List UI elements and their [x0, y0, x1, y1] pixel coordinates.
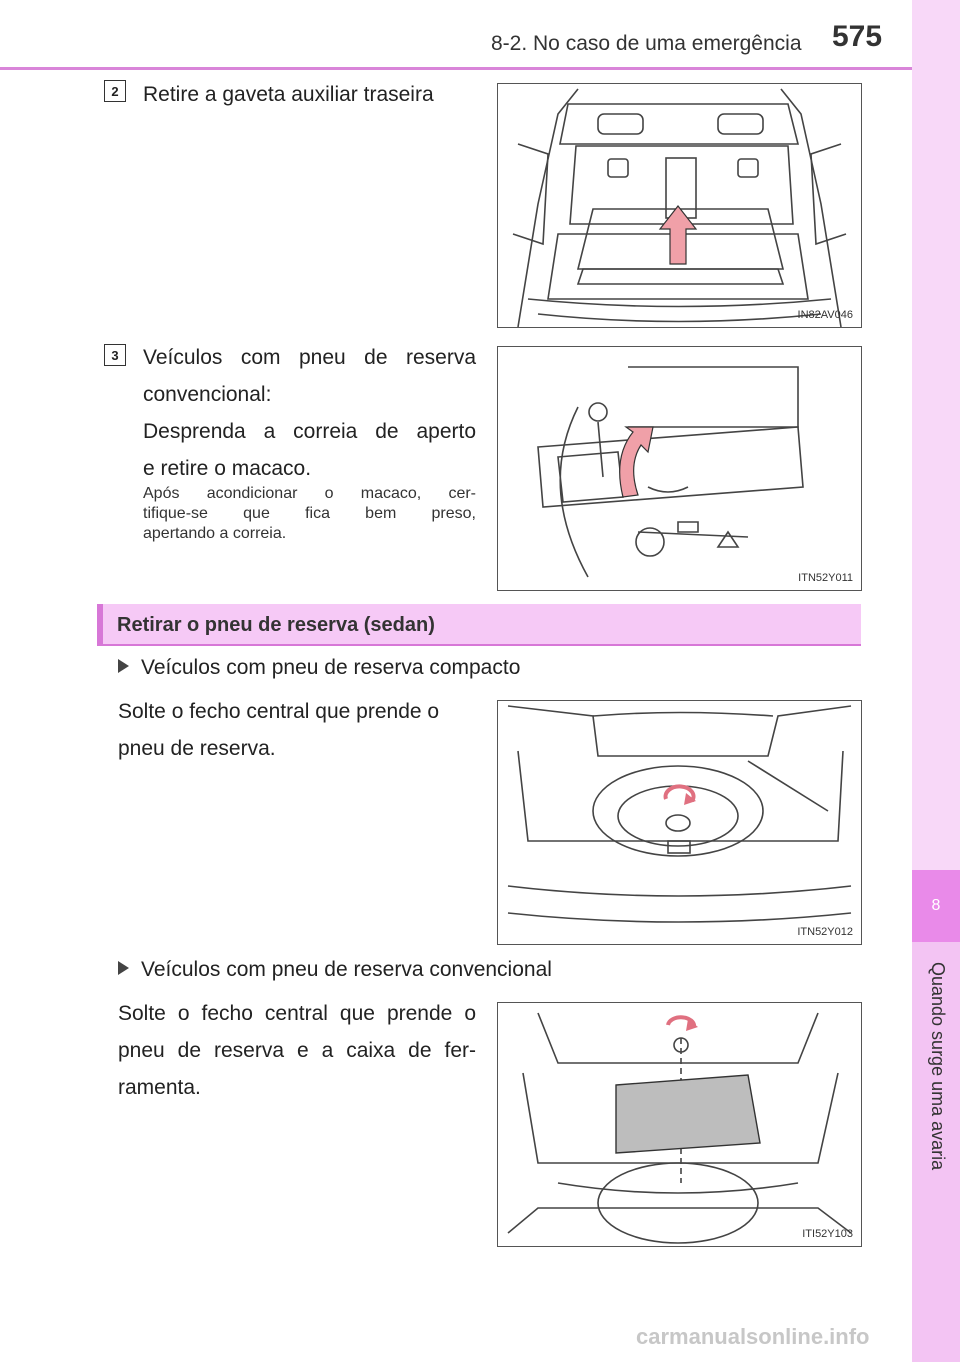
bullet-text: Veículos com pneu de reserva convencional	[141, 958, 552, 981]
conventional-line: Solte o fecho central que prende o	[118, 1002, 476, 1025]
figure-code: ITN52Y012	[797, 926, 853, 938]
compact-line: Solte o fecho central que prende o	[118, 700, 440, 723]
step-3-line: convencional:	[143, 383, 272, 406]
triangle-bullet-icon	[118, 961, 129, 975]
compact-line: pneu de reserva.	[118, 737, 276, 760]
figure-code: ITN52Y011	[798, 572, 853, 584]
section-banner	[97, 604, 861, 646]
conventional-line: ramenta.	[118, 1076, 201, 1099]
figure-compact-spare	[497, 700, 862, 945]
page-number: 575	[832, 20, 883, 53]
step-2-text: Retire a gaveta auxiliar traseira	[143, 83, 434, 106]
chapter-number-tab[interactable]	[912, 870, 960, 942]
note-line: tifique-se que fica bem preso,	[143, 505, 476, 522]
triangle-bullet-icon	[118, 659, 129, 673]
step-3-line: Desprenda a correia de aperto	[143, 420, 476, 443]
step-number-3: 3	[104, 344, 126, 366]
bullet-compact	[118, 656, 520, 680]
figure-code: IN82AV046	[797, 309, 853, 321]
watermark: carmanualsonline.info	[636, 1324, 870, 1349]
chapter-title: Quando surge uma avaria	[928, 962, 948, 1171]
step-3-line: Veículos com pneu de reserva	[143, 346, 476, 369]
step-number-2: 2	[104, 80, 126, 102]
step-3-note	[143, 484, 476, 544]
bullet-text: Veículos com pneu de reserva compacto	[141, 656, 521, 679]
chapter-number: 8	[931, 897, 941, 914]
chapter-title-tab	[912, 942, 960, 1362]
figure-conventional-spare	[497, 1002, 862, 1247]
side-tab-top	[912, 0, 960, 870]
compact-spare-illustration	[498, 701, 861, 944]
note-line: Após acondicionar o macaco, cer-	[143, 485, 476, 502]
step-3-line: e retire o macaco.	[143, 457, 312, 480]
conventional-line: pneu de reserva e a caixa de fer-	[118, 1039, 476, 1062]
figure-rear-drawer	[497, 83, 862, 328]
rear-drawer-illustration	[498, 84, 861, 327]
step-3-text	[143, 339, 476, 487]
compact-text	[118, 693, 439, 767]
bullet-conventional	[118, 958, 552, 982]
conventional-spare-illustration	[498, 1003, 861, 1246]
banner-heading: Retirar o pneu de reserva (sedan)	[117, 614, 435, 636]
banner-rule	[97, 644, 861, 646]
note-line: apertando a correia.	[143, 525, 287, 542]
header-rule	[0, 67, 912, 70]
jack-illustration	[498, 347, 861, 590]
section-title: 8-2. No caso de uma emergência	[491, 32, 802, 55]
figure-code: ITI52Y103	[802, 1228, 853, 1240]
figure-jack	[497, 346, 862, 591]
conventional-text	[118, 995, 476, 1106]
